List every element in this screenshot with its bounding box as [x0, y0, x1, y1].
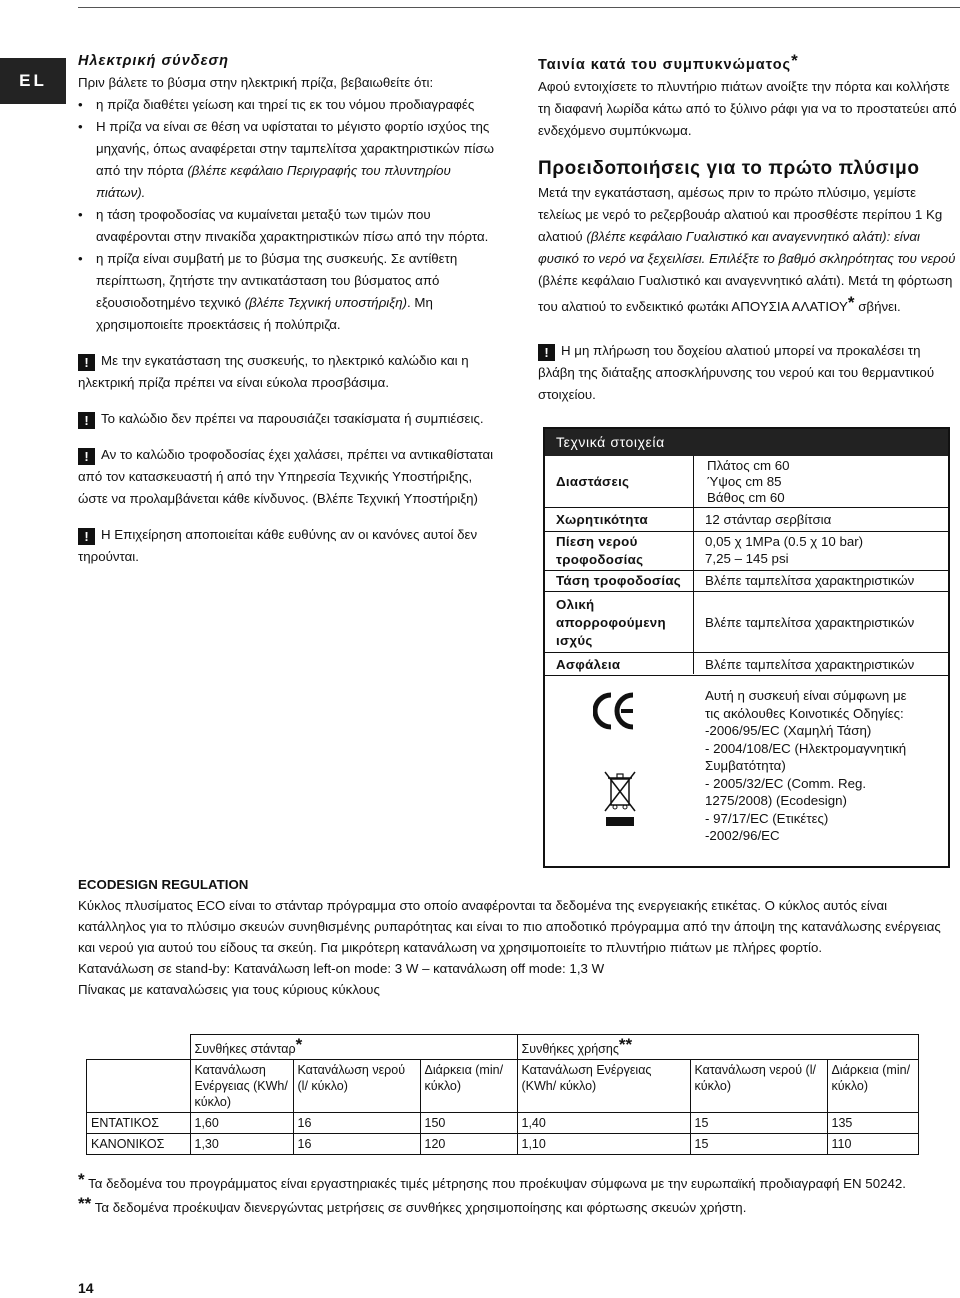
row-divider: [545, 507, 948, 508]
standby-text: Κατανάλωση σε stand-by: Κατανάλωση left-on mode: 3 W – κατανάλωση off mode: 1,3 W: [78, 961, 605, 976]
warning-paragraph: ! Το καλώδιο δεν πρέπει να παρουσιάζει τσακίσματα ή συμπιέσεις.: [78, 408, 498, 430]
fuse-label: Ασφάλεια: [556, 657, 621, 672]
right-column: [538, 50, 958, 406]
power-label: Ολική: [556, 597, 595, 612]
table-row: [87, 1134, 919, 1155]
warning-icon: !: [78, 528, 95, 545]
footnote: * Τα δεδομένα του προγράμματος είναι εργαστηριακές τιμές μέτρησης που προέκυψαν σύμφωνα με την ευρωπαϊκή προδιαγραφή EN 50242.: [78, 1170, 906, 1191]
table-cell: 16: [293, 1134, 420, 1155]
row-divider: [545, 570, 948, 571]
row-divider: [545, 652, 948, 653]
column-divider: [693, 456, 694, 674]
list-item: • Η πρίζα να είναι σε θέση να υφίσταται το μέγιστο φορτίο ισχύος της μηχανής, όπως αναφέρεται στην ταμπελίτσα χαρακτηριστικών πίσω από την πόρτα (βλέπε κεφάλαιο Περιγραφής του πλυντηρίου πιάτων).: [78, 116, 498, 204]
standard-conditions-header: Συνθήκες στάνταρ*: [190, 1035, 517, 1060]
table-cell: 1,10: [517, 1134, 690, 1155]
directive-line: 1275/2008) (Ecodesign): [705, 793, 847, 808]
row-label: ΚΑΝΟΝΙΚΟΣ: [87, 1134, 191, 1155]
ecodesign-title: ECODESIGN REGULATION: [78, 877, 249, 892]
directive-line: -2002/96/EC: [705, 828, 780, 843]
ce-mark-icon: [593, 691, 637, 731]
table-row: [87, 1060, 919, 1113]
consumption-table: [86, 1034, 919, 1155]
column-header: Κατανάλωση Ενέργειας (KWh/κύκλο): [190, 1060, 293, 1113]
tech-header: Τεχνικά στοιχεία: [545, 429, 948, 456]
footnotes: [78, 1170, 948, 1218]
table-caption: Πίνακας με καταναλώσεις για τους κύριους κύκλους: [78, 982, 380, 997]
column-header: Κατανάλωση νερού (l/ κύκλο): [293, 1060, 420, 1113]
condensation-text: Αφού εντοιχίσετε το πλυντήριο πιάτων ανοίξτε την πόρτα και κολλήστε τη διαφανή λωρίδα κάτω από το ξύλινο ράφι για να το προστατεύει από ενδεχόμενο συμπύκνωμα.: [538, 79, 957, 138]
table-cell: 1,40: [517, 1113, 690, 1134]
page-number: 14: [78, 1280, 94, 1296]
table-cell: 1,60: [190, 1113, 293, 1134]
technical-data-table: [543, 427, 950, 868]
table-cell: 15: [690, 1113, 827, 1134]
column-header: Κατανάλωση νερού (l/ κύκλο): [690, 1060, 827, 1113]
condensation-title: Ταινία κατά του συμπυκνώματος*: [538, 51, 799, 73]
column-header: Κατανάλωση Ενέργειας (KWh/ κύκλο): [517, 1060, 690, 1113]
table-cell: 1,30: [190, 1134, 293, 1155]
warning-paragraph: ! Αν το καλώδιο τροφοδοσίας έχει χαλάσει, πρέπει να αντικαθίσταται από τον κατασκευαστή ή από την Υπηρεσία Τεχνικής Υποστήριξης, ώστε να προλαμβάνεται κάθε κίνδυνος. (Βλέπε Τεχνική Υποστήριξη): [78, 447, 494, 506]
directive-line: Συμβατότητα): [705, 758, 786, 773]
empty-cell: [87, 1060, 191, 1113]
directive-line: Αυτή η συσκευή είναι σύμφωνη με: [705, 688, 907, 703]
directives-list: [705, 687, 907, 845]
ecodesign-section: [78, 874, 948, 1000]
directive-line: τις ακόλουθες Κοινοτικές Οδηγίες:: [705, 705, 904, 721]
directive-line: -2006/95/EC (Χαμηλή Τάση): [705, 723, 872, 738]
warning-paragraph: ! Η Επιχείρηση αποποιείται κάθε ευθύνης αν οι κανόνες αυτοί δεν τηρούνται.: [78, 527, 478, 564]
language-tab: EL: [0, 58, 66, 104]
dim-depth: Βάθος cm 60: [707, 490, 785, 505]
pressure-label: Πίεση νερού: [556, 534, 638, 549]
table-cell: 16: [293, 1113, 420, 1134]
table-cell: 135: [827, 1113, 918, 1134]
table-cell: 110: [827, 1134, 918, 1155]
list-item: • η πρίζα είναι συμβατή με το βύσμα της συσκευής. Σε αντίθετη περίπτωση, ζητήστε την αντικατάσταση του βύσματος από εξουσιοδοτημένο τεχνικό (βλέπε Τεχνική υποστήριξη). Μη χρησιμοποιείτε προεκτάσεις ή πολύπριζα.: [78, 248, 498, 336]
first-wash-text: Μετά την εγκατάσταση, αμέσως πριν το πρώτο πλύσιμο, γεμίστε τελείως με νερό το ρεζερβουάρ αλατιού και προσθέστε περίπου 1 Kg αλατιού (βλέπε κεφάλαιο Γυαλιστικό και αναγεννητικό αλάτι): είναι φυσικό το νερό να ξεχειλίσει. Επιλέξτε το βαθμό σκληρότητας του νερού (βλέπε κεφάλαιο Γυαλιστικό και αναγεννητικό αλάτι). Μετά τη φόρτωση του αλατιού το ενδεικτικό φωτάκι ΑΠΟΥΣΙΑ ΑΛΑΤΙΟΥ* σβήνει.: [538, 185, 956, 314]
directive-line: - 2005/32/EC (Comm. Reg.: [705, 775, 867, 791]
electrical-connection-section: [78, 50, 498, 568]
directive-line: - 2004/108/EC (Ηλεκτρομαγνητική: [705, 740, 907, 756]
power-label: απορροφούμενη: [556, 615, 666, 630]
warning-paragraph: ! Με την εγκατάσταση της συσκευής, το ηλεκτρικό καλώδιο και η ηλεκτρική πρίζα πρέπει να είναι εύκολα προσβάσιμα.: [78, 353, 469, 390]
requirements-list: [78, 94, 498, 336]
section-title: Ηλεκτρική σύνδεση: [78, 53, 230, 69]
row-label: ΕΝΤΑΤΙΚΟΣ: [87, 1113, 191, 1134]
first-wash-title: Προειδοποιήσεις για το πρώτο πλύσιμο: [538, 158, 920, 179]
footnote: ** Τα δεδομένα προέκυψαν διενεργώντας μετρήσεις σε συνθήκες χρησιμοποίησης και φόρτωσης σκευών χρήστη.: [78, 1194, 747, 1215]
row-divider: [545, 675, 948, 676]
empty-cell: [87, 1035, 191, 1060]
pressure-value: 7,25 – 145 psi: [705, 551, 789, 566]
weee-bin-icon: [603, 769, 637, 829]
intro-text: Πριν βάλετε το βύσμα στην ηλεκτρική πρίζα, βεβαιωθείτε ότι:: [78, 75, 434, 90]
svg-text:CE: CE: [593, 691, 595, 692]
warning-icon: !: [78, 354, 95, 371]
power-label: ισχύς: [556, 633, 593, 648]
column-header: Διάρκεια (min/ κύκλο): [420, 1060, 517, 1113]
dim-height: Ύψος cm 85: [707, 474, 782, 489]
pressure-label: τροφοδοσίας: [556, 552, 644, 567]
user-conditions-header: Συνθήκες χρήσης**: [517, 1035, 918, 1060]
dimensions-label: Διαστάσεις: [556, 474, 630, 489]
warning-icon: !: [78, 448, 95, 465]
warning-icon: !: [538, 344, 555, 361]
table-cell: 15: [690, 1134, 827, 1155]
power-value: Βλέπε ταμπελίτσα χαρακτηριστικών: [705, 615, 915, 630]
table-cell: 150: [420, 1113, 517, 1134]
column-header: Διάρκεια (min/ κύκλο): [827, 1060, 918, 1113]
capacity-label: Χωρητικότητα: [556, 512, 649, 527]
pressure-value: 0,05 χ 1MPa (0.5 χ 10 bar): [705, 534, 864, 549]
row-divider: [545, 591, 948, 592]
warning-icon: !: [78, 412, 95, 429]
table-row: [87, 1035, 919, 1060]
list-item: • η πρίζα διαθέτει γείωση και τηρεί τις εκ του νόμου προδιαγραφές: [78, 94, 498, 116]
top-rule: [78, 7, 960, 8]
voltage-value: Βλέπε ταμπελίτσα χαρακτηριστικών: [705, 573, 915, 588]
table-cell: 120: [420, 1134, 517, 1155]
row-divider: [545, 531, 948, 532]
table-row: [87, 1113, 919, 1134]
ecodesign-text: Κύκλος πλυσίματος ECO είναι το στάνταρ πρόγραμμα στο οποίο αναφέρονται τα δεδομένα της ενεργειακής ετικέτας. Ο κύκλος αυτός είναι κατάλληλος για το πλύσιμο σκευών συνηθισμένης ρυπαρότητας και είναι το πιο αποδοτικό πρόγραμμα από την άποψη της κατανάλωσης ενέργειας και νερού για αυτού του είδους τα σκεύη. Για μικρότερη κατανάλωση να χρησιμοποιείτε το πλυντήριο πιάτων με πλήρες φορτίο.: [78, 898, 941, 955]
salt-warning: ! Η μη πλήρωση του δοχείου αλατιού μπορεί να προκαλέσει τη βλάβη της διάταξης αποσκλήρυνσης του νερού και του θερμαντικού στοιχείου.: [538, 343, 935, 402]
directive-line: - 97/17/EC (Ετικέτες): [705, 810, 829, 826]
list-item: • η τάση τροφοδοσίας να κυμαίνεται μεταξύ των τιμών που αναφέρονται στην πινακίδα χαρακτηριστικών πίσω από την πόρτα.: [78, 204, 498, 248]
fuse-value: Βλέπε ταμπελίτσα χαρακτηριστικών: [705, 657, 915, 672]
voltage-label: Τάση τροφοδοσίας: [556, 573, 682, 588]
dim-width: Πλάτος cm 60: [707, 458, 790, 473]
capacity-value: 12 στάνταρ σερβίτσια: [705, 512, 832, 527]
